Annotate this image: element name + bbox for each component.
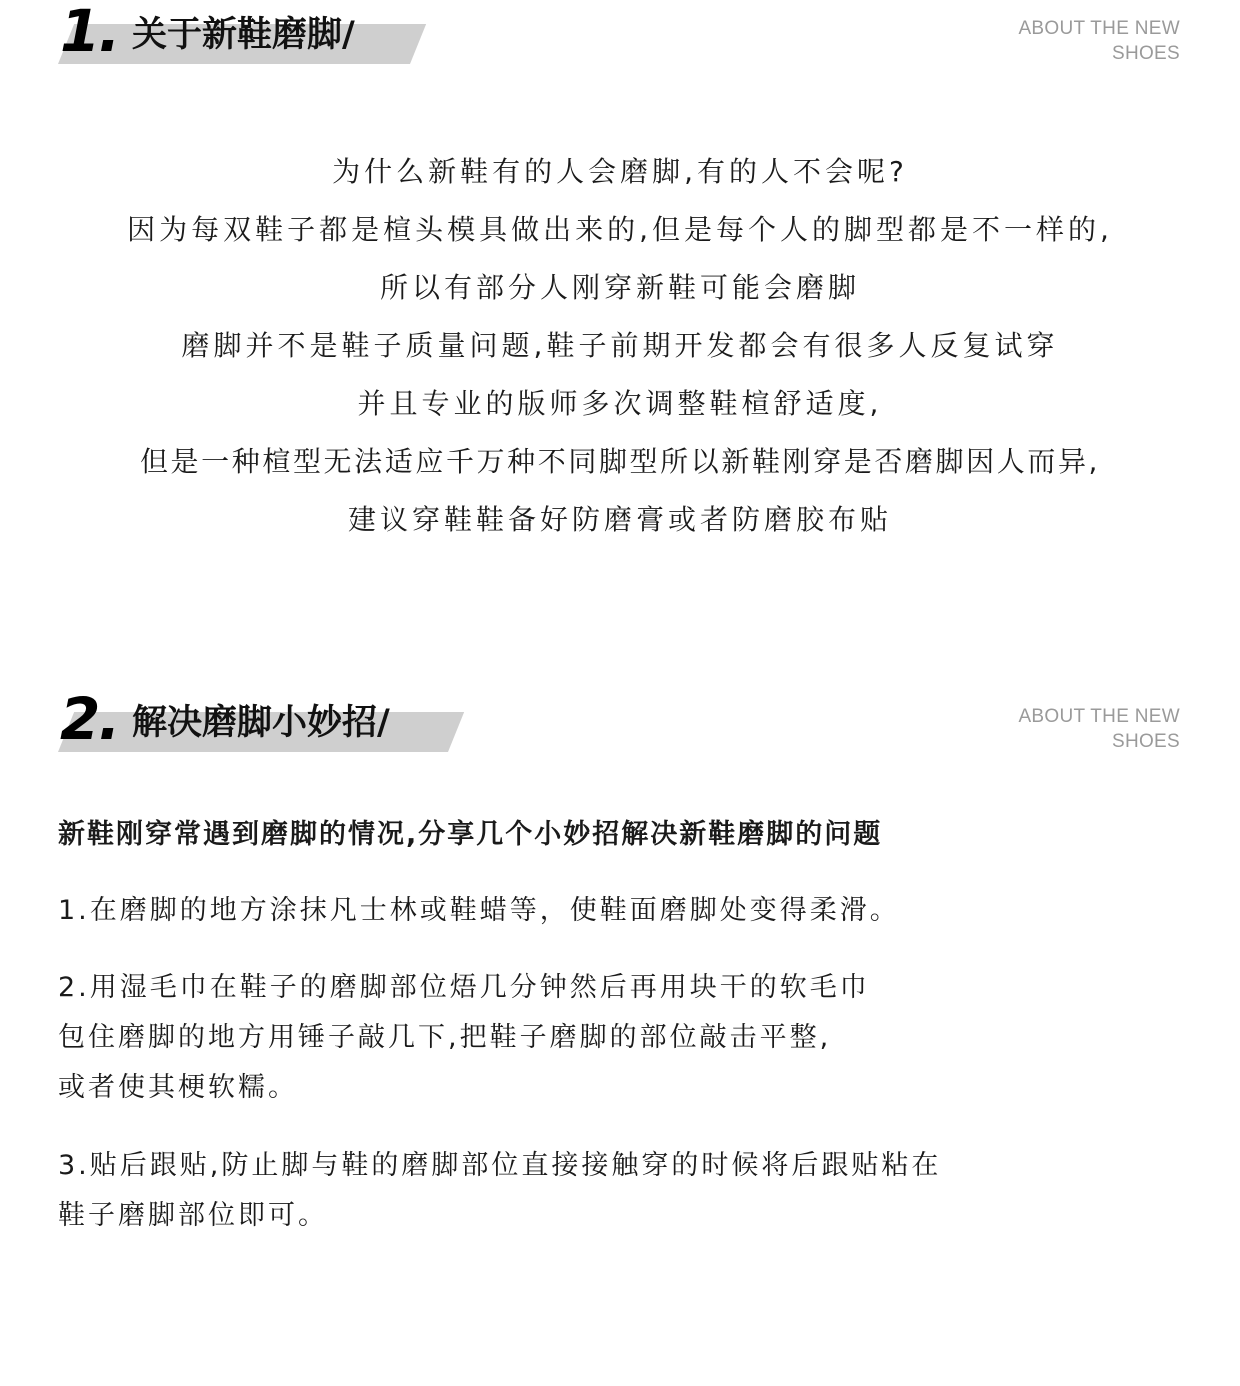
caption-line-1: ABOUT THE NEW — [1018, 18, 1180, 39]
section-solutions — [0, 685, 1240, 1290]
section-1-title: 关于新鞋磨脚/ — [132, 15, 355, 55]
body-line: 磨脚并不是鞋子质量问题,鞋子前期开发都会有很多人反复试穿 — [181, 329, 1059, 362]
caption-line-2: SHOES — [1111, 43, 1180, 64]
section-1-body — [0, 152, 1240, 558]
body-line: 所以有部分人刚穿新鞋可能会磨脚 — [379, 271, 860, 304]
tip-line: 或者使其梗软糯。 — [58, 1072, 298, 1103]
tip-line: 包住磨脚的地方用锤子敲几下,把鞋子磨脚的部位敲击平整, — [58, 1022, 832, 1053]
intro-text: 新鞋刚穿常遇到磨脚的情况,分享几个小妙招解决新鞋磨脚的问题 — [58, 819, 883, 850]
section-1-english-caption — [1018, 16, 1180, 66]
body-line: 并且专业的版师多次调整鞋楦舒适度, — [357, 387, 883, 420]
section-about-new-shoes — [0, 2, 1240, 562]
intro-text-block — [58, 812, 882, 851]
tip-2 — [58, 963, 870, 1113]
body-line: 但是一种楦型无法适应千万种不同脚型所以新鞋刚穿是否磨脚因人而异, — [139, 445, 1101, 478]
section-1-number: 1. — [60, 0, 119, 65]
tip-1 — [58, 886, 900, 936]
tip-line: 2.用湿毛巾在鞋子的磨脚部位焐几分钟然后再用块干的软毛巾 — [58, 972, 870, 1003]
section-2-number: 2. — [60, 685, 119, 753]
body-line: 为什么新鞋有的人会磨脚,有的人不会呢? — [332, 155, 908, 188]
caption-line-1: ABOUT THE NEW — [1018, 706, 1180, 727]
tip-line: 鞋子磨脚部位即可。 — [58, 1200, 328, 1231]
tip-line: 3.贴后跟贴,防止脚与鞋的磨脚部位直接接触穿的时候将后跟贴粘在 — [58, 1150, 942, 1181]
tip-3 — [58, 1141, 941, 1241]
tip-line: 1.在磨脚的地方涂抹凡士林或鞋蜡等，使鞋面磨脚处变得柔滑。 — [58, 895, 900, 926]
body-line: 建议穿鞋鞋备好防磨膏或者防磨胶布贴 — [347, 503, 892, 536]
caption-line-2: SHOES — [1111, 731, 1180, 752]
section-2-title: 解决磨脚小妙招/ — [132, 703, 390, 743]
section-2-english-caption — [1018, 704, 1180, 754]
body-line: 因为每双鞋子都是楦头模具做出来的,但是每个人的脚型都是不一样的, — [127, 213, 1113, 246]
